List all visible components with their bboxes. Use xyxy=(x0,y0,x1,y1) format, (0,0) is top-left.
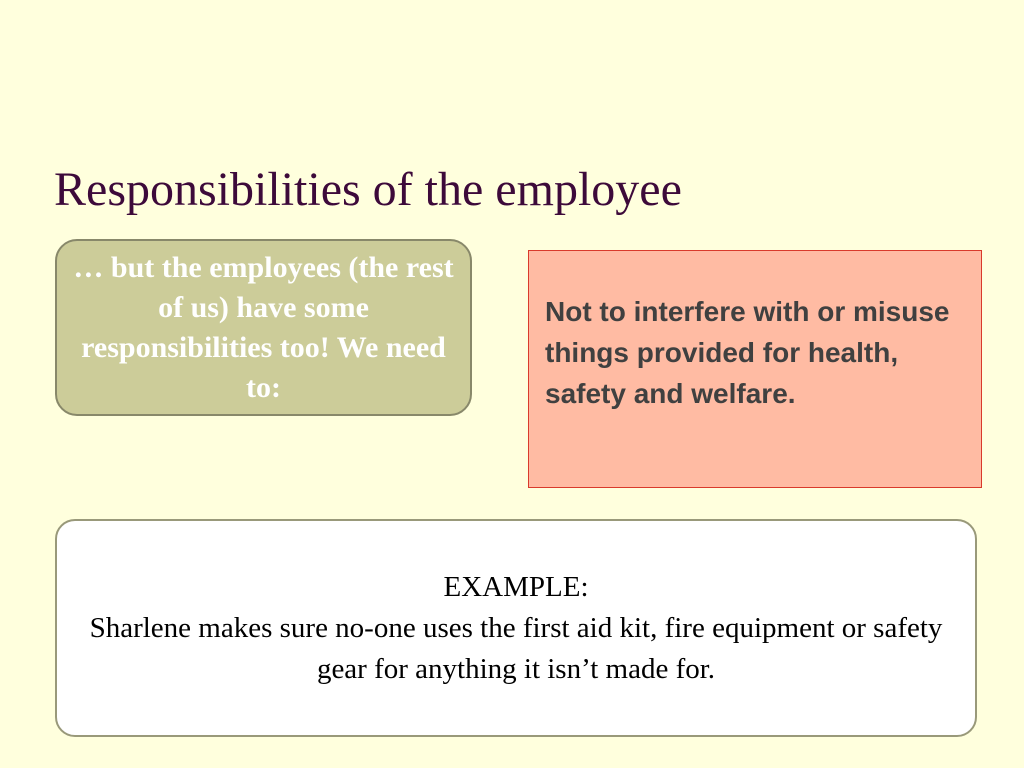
responsibility-text: Not to interfere with or misuse things provided for health, safety and welfare. xyxy=(545,296,950,409)
example-box xyxy=(55,519,977,737)
intro-callout xyxy=(55,239,472,416)
example-heading: EXAMPLE: xyxy=(443,570,589,603)
example-body: Sharlene makes sure no-one uses the first aid kit, fire equipment or safety gear for anything it isn’t made for. xyxy=(89,611,943,685)
intro-text: … but the employees (the rest of us) have some responsibilities too! We need to: xyxy=(73,250,454,404)
responsibility-box xyxy=(528,250,982,488)
slide-title: Responsibilities of the employee xyxy=(54,163,682,216)
